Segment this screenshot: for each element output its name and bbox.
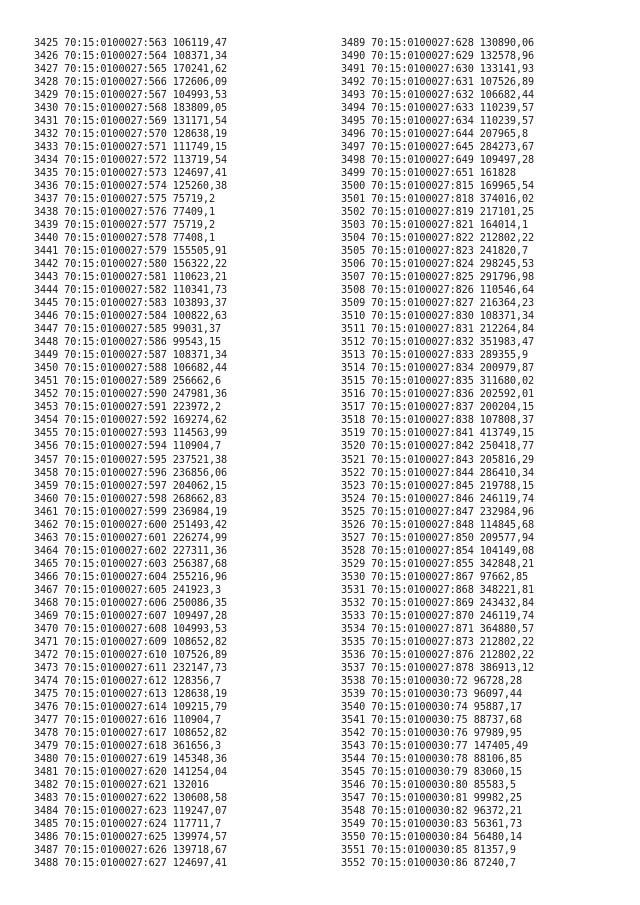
table-row: 3469 70:15:0100027:607 109497,28	[34, 610, 228, 622]
table-row: 3437 70:15:0100027:575 75719,2	[34, 194, 216, 206]
table-row: 3441 70:15:0100027:579 155505,91	[34, 246, 228, 258]
table-row: 3483 70:15:0100027:622 130608,58	[34, 792, 228, 804]
table-row: 3517 70:15:0100027:837 200204,15	[341, 402, 535, 414]
table-row: 3535 70:15:0100027:873 212802,22	[341, 636, 535, 648]
table-row: 3488 70:15:0100027:627 124697,41	[34, 857, 228, 869]
table-row: 3427 70:15:0100027:565 170241,62	[34, 64, 228, 76]
table-row: 3527 70:15:0100027:850 209577,94	[341, 532, 535, 544]
table-row: 3439 70:15:0100027:577 75719,2	[34, 220, 216, 232]
table-row: 3470 70:15:0100027:608 104993,53	[34, 623, 228, 635]
table-row: 3549 70:15:0100030:83 56361,73	[341, 818, 523, 830]
table-row: 3448 70:15:0100027:586 99543,15	[34, 337, 222, 349]
table-row: 3445 70:15:0100027:583 103893,37	[34, 298, 228, 310]
table-row: 3529 70:15:0100027:855 342848,21	[341, 558, 535, 570]
table-row: 3430 70:15:0100027:568 183809,05	[34, 103, 228, 115]
table-row: 3455 70:15:0100027:593 114563,99	[34, 428, 228, 440]
table-row: 3482 70:15:0100027:621 132016	[34, 779, 209, 791]
table-row: 3518 70:15:0100027:838 107808,37	[341, 415, 535, 427]
table-row: 3510 70:15:0100027:830 108371,34	[341, 311, 535, 323]
table-row: 3545 70:15:0100030:79 83060,15	[341, 766, 523, 778]
table-row: 3520 70:15:0100027:842 250418,77	[341, 441, 535, 453]
table-row: 3454 70:15:0100027:592 169274,62	[34, 415, 228, 427]
right-column	[341, 37, 534, 870]
table-row: 3496 70:15:0100027:644 207965,8	[341, 129, 529, 141]
table-row: 3460 70:15:0100027:598 268662,83	[34, 493, 228, 505]
table-row: 3552 70:15:0100030:86 87240,7	[341, 857, 516, 869]
table-row: 3456 70:15:0100027:594 110904,7	[34, 441, 222, 453]
table-row: 3459 70:15:0100027:597 204062,15	[34, 480, 228, 492]
table-row: 3550 70:15:0100030:84 56480,14	[341, 831, 523, 843]
table-row: 3519 70:15:0100027:841 413749,15	[341, 428, 535, 440]
table-row: 3544 70:15:0100030:78 88106,85	[341, 753, 523, 765]
table-row: 3503 70:15:0100027:821 164014,1	[341, 220, 529, 232]
table-row: 3446 70:15:0100027:584 100822,63	[34, 311, 228, 323]
table-row: 3481 70:15:0100027:620 141254,04	[34, 766, 228, 778]
table-row: 3477 70:15:0100027:616 110904,7	[34, 714, 222, 726]
table-row: 3500 70:15:0100027:815 169965,54	[341, 181, 535, 193]
table-row: 3528 70:15:0100027:854 104149,08	[341, 545, 535, 557]
table-row: 3438 70:15:0100027:576 77409,1	[34, 207, 216, 219]
table-row: 3490 70:15:0100027:629 132578,96	[341, 51, 535, 63]
table-row: 3516 70:15:0100027:836 202592,01	[341, 389, 535, 401]
table-row: 3501 70:15:0100027:818 374016,02	[341, 194, 535, 206]
table-row: 3450 70:15:0100027:588 106682,44	[34, 363, 228, 375]
table-row: 3434 70:15:0100027:572 113719,54	[34, 155, 228, 167]
table-row: 3530 70:15:0100027:867 97662,85	[341, 571, 529, 583]
table-row: 3432 70:15:0100027:570 128638,19	[34, 129, 228, 141]
table-row: 3453 70:15:0100027:591 223972,2	[34, 402, 222, 414]
table-row: 3541 70:15:0100030:75 88737,68	[341, 714, 523, 726]
table-row: 3475 70:15:0100027:613 128638,19	[34, 688, 228, 700]
table-row: 3443 70:15:0100027:581 110623,21	[34, 272, 228, 284]
table-row: 3497 70:15:0100027:645 284273,67	[341, 142, 535, 154]
table-row: 3480 70:15:0100027:619 145348,36	[34, 753, 228, 765]
table-row: 3429 70:15:0100027:567 104993,53	[34, 90, 228, 102]
table-row: 3474 70:15:0100027:612 128356,7	[34, 675, 222, 687]
table-row: 3539 70:15:0100030:73 96097,44	[341, 688, 523, 700]
table-row: 3473 70:15:0100027:611 232147,73	[34, 662, 228, 674]
table-row: 3536 70:15:0100027:876 212802,22	[341, 649, 535, 661]
table-row: 3464 70:15:0100027:602 227311,36	[34, 545, 228, 557]
table-row: 3551 70:15:0100030:85 81357,9	[341, 844, 516, 856]
table-row: 3513 70:15:0100027:833 289355,9	[341, 350, 529, 362]
table-row: 3540 70:15:0100030:74 95887,17	[341, 701, 523, 713]
table-row: 3526 70:15:0100027:848 114845,68	[341, 519, 535, 531]
table-row: 3493 70:15:0100027:632 106682,44	[341, 90, 535, 102]
table-row: 3472 70:15:0100027:610 107526,89	[34, 649, 228, 661]
table-row: 3523 70:15:0100027:845 219788,15	[341, 480, 535, 492]
table-row: 3514 70:15:0100027:834 200979,87	[341, 363, 535, 375]
table-row: 3458 70:15:0100027:596 236856,06	[34, 467, 228, 479]
table-row: 3515 70:15:0100027:835 311680,02	[341, 376, 535, 388]
table-row: 3534 70:15:0100027:871 364880,57	[341, 623, 535, 635]
table-row: 3444 70:15:0100027:582 110341,73	[34, 285, 228, 297]
table-row: 3505 70:15:0100027:823 241820,7	[341, 246, 529, 258]
table-row: 3426 70:15:0100027:564 108371,34	[34, 51, 228, 63]
table-row: 3447 70:15:0100027:585 99031,37	[34, 324, 222, 336]
table-row: 3533 70:15:0100027:870 246119,74	[341, 610, 535, 622]
table-row: 3449 70:15:0100027:587 108371,34	[34, 350, 228, 362]
table-row: 3462 70:15:0100027:600 251493,42	[34, 519, 228, 531]
left-column	[34, 37, 227, 870]
table-row: 3486 70:15:0100027:625 139974,57	[34, 831, 228, 843]
table-row: 3467 70:15:0100027:605 241923,3	[34, 584, 222, 596]
table-row: 3538 70:15:0100030:72 96728,28	[341, 675, 523, 687]
table-row: 3476 70:15:0100027:614 109215,79	[34, 701, 228, 713]
table-row: 3531 70:15:0100027:868 348221,81	[341, 584, 535, 596]
table-row: 3436 70:15:0100027:574 125260,38	[34, 181, 228, 193]
table-row: 3485 70:15:0100027:624 117711,7	[34, 818, 222, 830]
table-row: 3433 70:15:0100027:571 111749,15	[34, 142, 228, 154]
table-row: 3489 70:15:0100027:628 130890,06	[341, 38, 535, 49]
table-row: 3543 70:15:0100030:77 147405,49	[341, 740, 529, 752]
table-row: 3484 70:15:0100027:623 119247,07	[34, 805, 228, 817]
table-row: 3461 70:15:0100027:599 236984,19	[34, 506, 228, 518]
table-row: 3532 70:15:0100027:869 243432,84	[341, 597, 535, 609]
table-row: 3508 70:15:0100027:826 110546,64	[341, 285, 535, 297]
table-row: 3465 70:15:0100027:603 256387,68	[34, 558, 228, 570]
table-row: 3509 70:15:0100027:827 216364,23	[341, 298, 535, 310]
table-row: 3478 70:15:0100027:617 108652,82	[34, 727, 228, 739]
table-row: 3537 70:15:0100027:878 386913,12	[341, 662, 535, 674]
table-row: 3425 70:15:0100027:563 106119,47	[34, 38, 228, 49]
table-row: 3431 70:15:0100027:569 131171,54	[34, 116, 228, 128]
table-row: 3512 70:15:0100027:832 351983,47	[341, 337, 535, 349]
table-row: 3471 70:15:0100027:609 108652,82	[34, 636, 228, 648]
table-row: 3522 70:15:0100027:844 286410,34	[341, 467, 535, 479]
table-row: 3487 70:15:0100027:626 139718,67	[34, 844, 228, 856]
table-row: 3457 70:15:0100027:595 237521,38	[34, 454, 228, 466]
table-row: 3466 70:15:0100027:604 255216,96	[34, 571, 228, 583]
table-row: 3504 70:15:0100027:822 212802,22	[341, 233, 535, 245]
table-row: 3463 70:15:0100027:601 226274,99	[34, 532, 228, 544]
table-row: 3479 70:15:0100027:618 361656,3	[34, 740, 222, 752]
table-row: 3498 70:15:0100027:649 109497,28	[341, 155, 535, 167]
table-row: 3440 70:15:0100027:578 77408,1	[34, 233, 216, 245]
table-row: 3542 70:15:0100030:76 97989,95	[341, 727, 523, 739]
table-row: 3428 70:15:0100027:566 172606,09	[34, 77, 228, 89]
table-row: 3452 70:15:0100027:590 247981,36	[34, 389, 228, 401]
table-row: 3495 70:15:0100027:634 110239,57	[341, 116, 535, 128]
table-row: 3511 70:15:0100027:831 212264,84	[341, 324, 535, 336]
table-row: 3546 70:15:0100030:80 85583,5	[341, 779, 516, 791]
table-row: 3491 70:15:0100027:630 133141,93	[341, 64, 535, 76]
table-row: 3548 70:15:0100030:82 96372,21	[341, 805, 523, 817]
table-row: 3507 70:15:0100027:825 291796,98	[341, 272, 535, 284]
table-row: 3468 70:15:0100027:606 250086,35	[34, 597, 228, 609]
table-row: 3506 70:15:0100027:824 298245,53	[341, 259, 535, 271]
table-row: 3502 70:15:0100027:819 217101,25	[341, 207, 535, 219]
table-row: 3524 70:15:0100027:846 246119,74	[341, 493, 535, 505]
table-row: 3499 70:15:0100027:651 161828	[341, 168, 516, 180]
table-row: 3435 70:15:0100027:573 124697,41	[34, 168, 228, 180]
table-row: 3494 70:15:0100027:633 110239,57	[341, 103, 535, 115]
table-row: 3451 70:15:0100027:589 256662,6	[34, 376, 222, 388]
table-row: 3442 70:15:0100027:580 156322,22	[34, 259, 228, 271]
table-row: 3525 70:15:0100027:847 232984,96	[341, 506, 535, 518]
table-row: 3521 70:15:0100027:843 205816,29	[341, 454, 535, 466]
table-row: 3547 70:15:0100030:81 99982,25	[341, 792, 523, 804]
table-row: 3492 70:15:0100027:631 107526,89	[341, 77, 535, 89]
